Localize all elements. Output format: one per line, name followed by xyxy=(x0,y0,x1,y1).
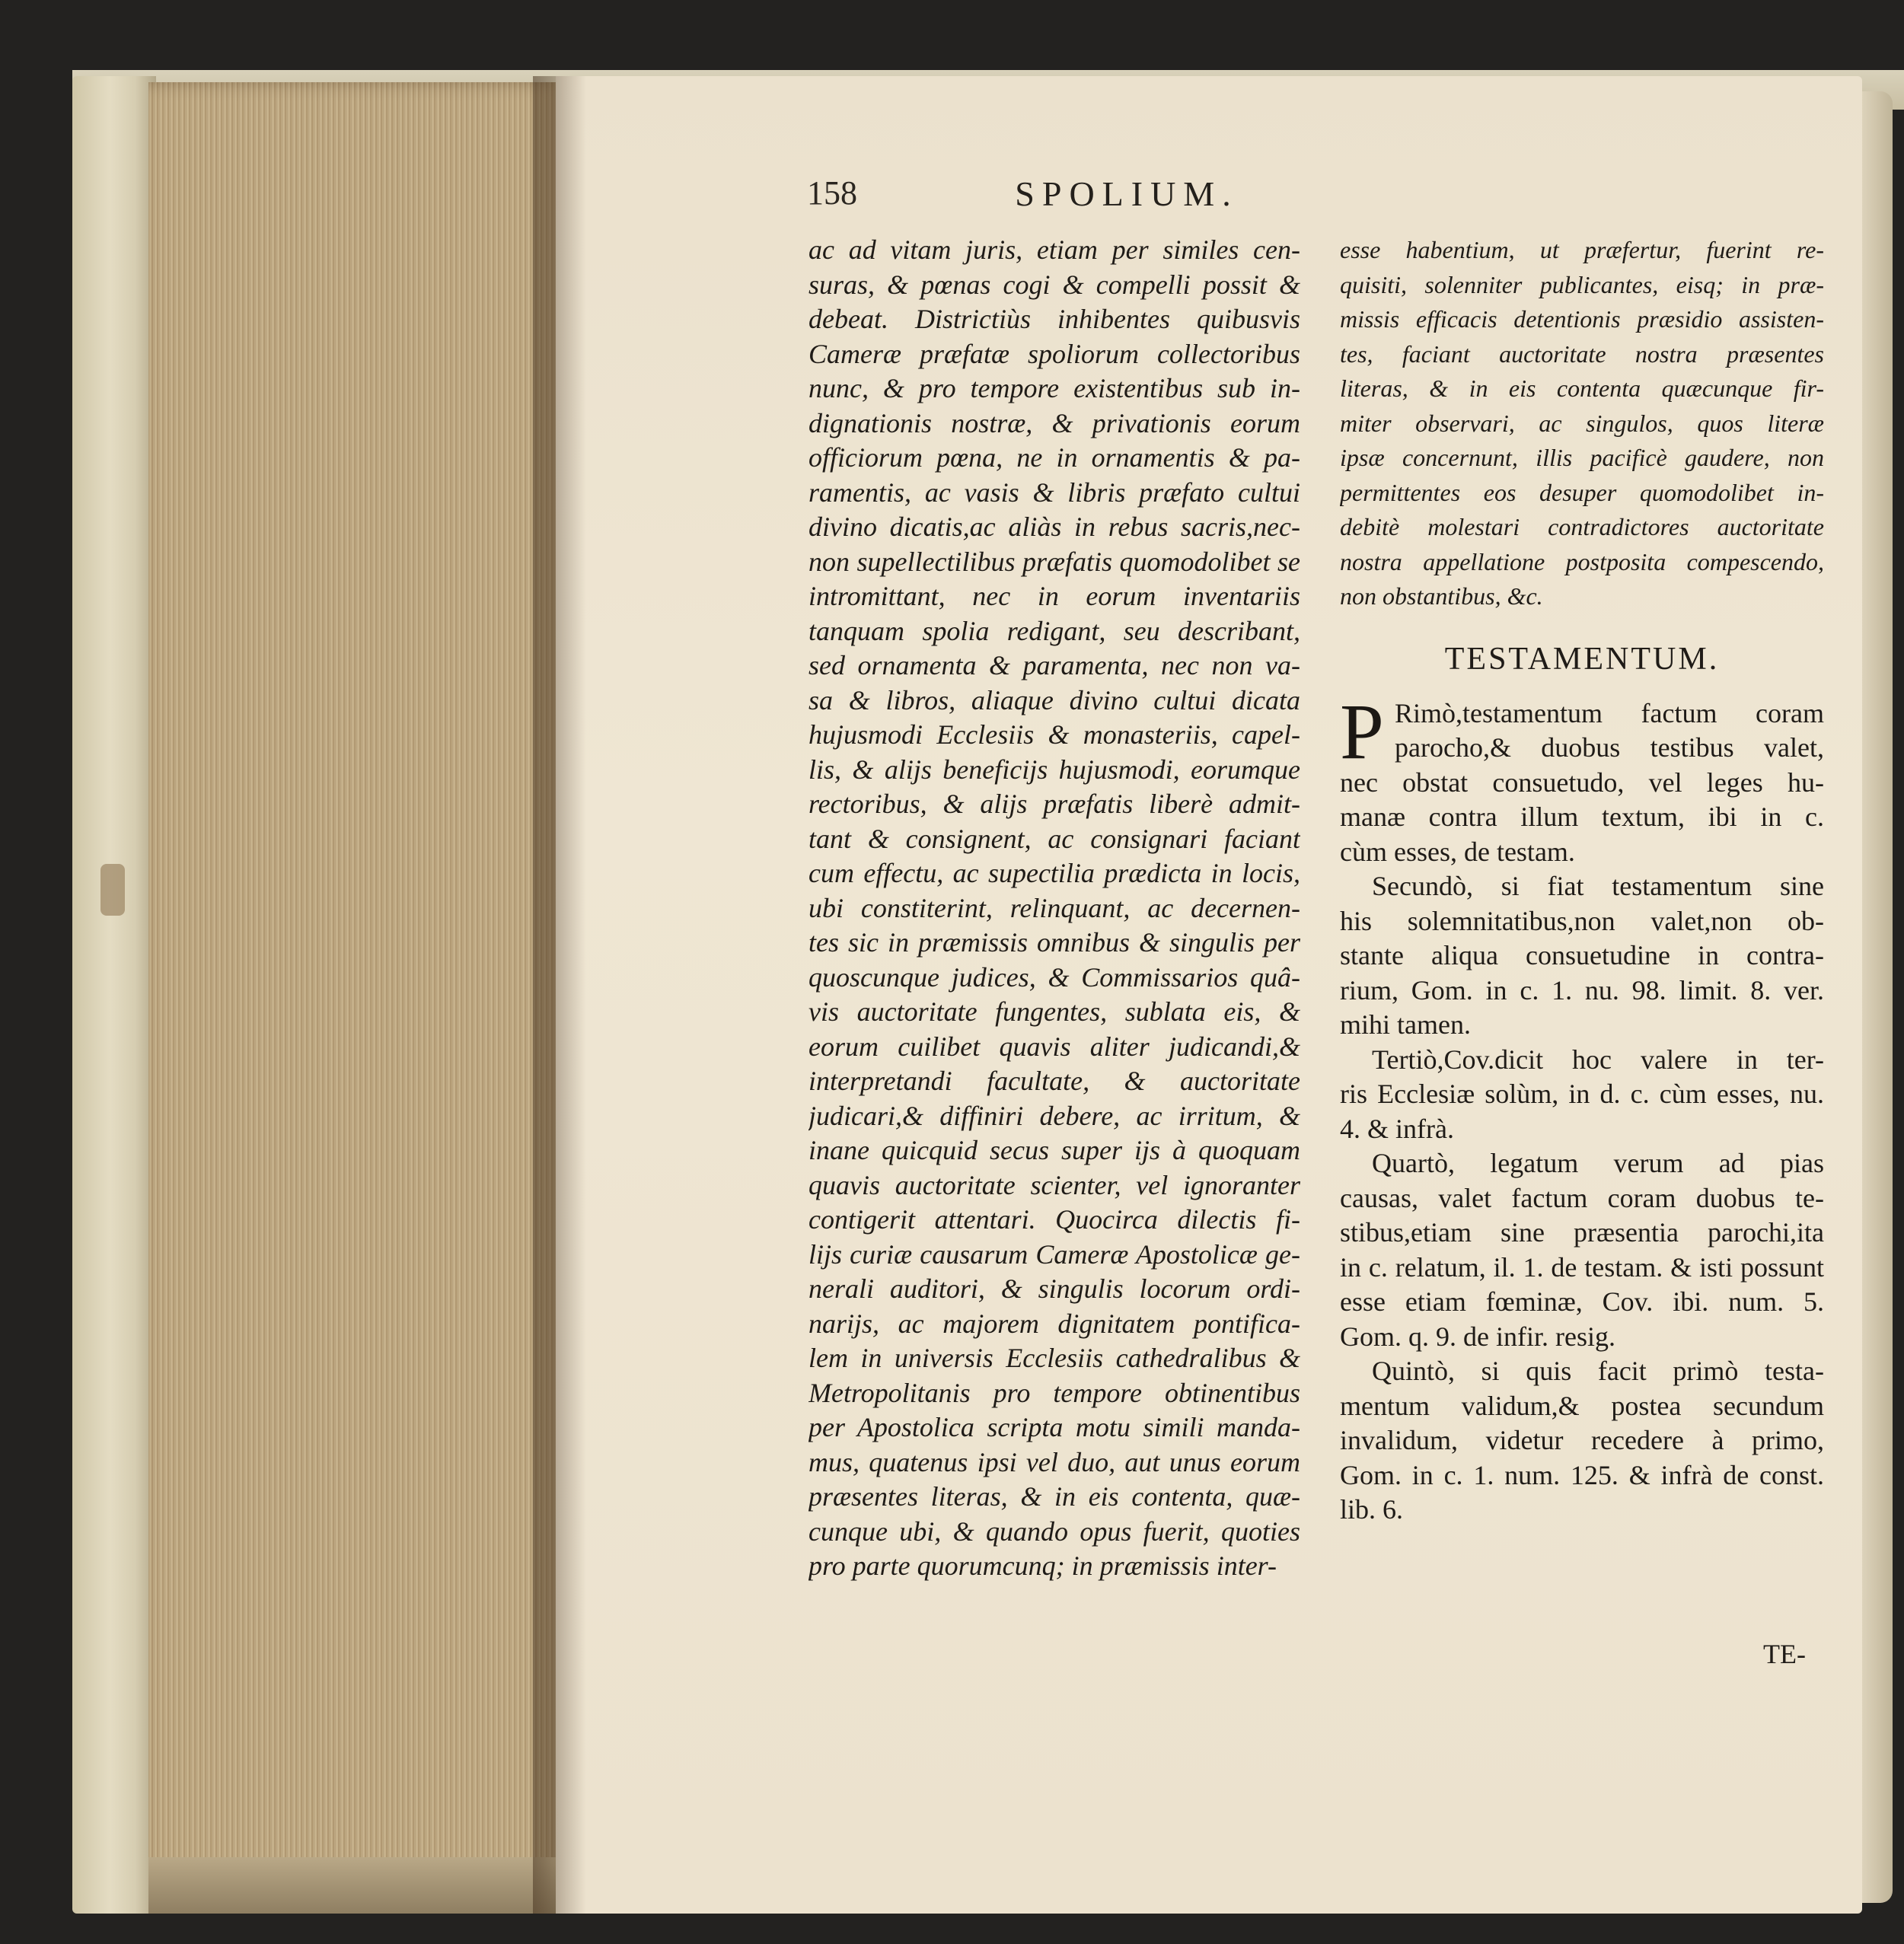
paragraph-1 xyxy=(1340,687,1824,870)
text-line: debeat. Districtiùs inhibentes quibusvis xyxy=(808,304,1300,334)
text-line: mihi tamen. xyxy=(1340,1009,1471,1040)
text-line: præsentes literas, & in eis contenta, quæ- xyxy=(808,1481,1300,1512)
text-line: lem in universis Ecclesiis cathedralibus & xyxy=(808,1343,1300,1373)
page-curl-edge xyxy=(1862,91,1893,1903)
text-line: rectoribus, & alijs præfatis liberè admit- xyxy=(808,789,1300,819)
text-line: ris Ecclesiæ solùm, in d. c. cùm esses, nu. xyxy=(1340,1079,1824,1109)
text-line: narijs, ac majorem dignitatem pontifica- xyxy=(808,1308,1300,1339)
text-line: lib. 6. xyxy=(1340,1494,1404,1525)
right-column-continuation xyxy=(1340,233,1824,614)
text-line: non supellectilibus præfatis quomodolibet se xyxy=(808,546,1300,577)
page-block-fore-edge xyxy=(148,82,560,1914)
text-line: Cameræ præfatæ spoliorum collectoribus xyxy=(808,338,1300,369)
text-line: Tertiò,Cov.dicit hoc valere in ter- xyxy=(1372,1044,1824,1075)
page-number: 158 xyxy=(807,174,857,212)
text-line: contigerit attentari. Quocirca dilectis fi- xyxy=(808,1204,1300,1235)
text-line: non obstantibus, &c. xyxy=(1340,582,1543,610)
text-line: suras, & pœnas cogi & compelli possit & xyxy=(808,269,1300,300)
text-line: officiorum pœna, ne in ornamentis & pa- xyxy=(808,442,1300,473)
text-line: ipsæ concernunt, illis pacificè gaudere, non xyxy=(1340,444,1824,471)
text-line: causas, valet factum coram duobus te- xyxy=(1340,1182,1824,1213)
text-line: cùm esses, de testam. xyxy=(1340,836,1575,867)
text-line: quavis auctoritate scienter, vel ignoranter xyxy=(808,1169,1300,1200)
text-line: cum effectu, ac supectilia prædicta in locis, xyxy=(808,858,1300,888)
text-line: invalidum, videtur recedere à primo, xyxy=(1340,1425,1824,1455)
running-title: SPOLIUM. xyxy=(1015,174,1239,213)
right-column xyxy=(1340,233,1824,1528)
vellum-binding xyxy=(72,76,156,1914)
text-line: Gom. in c. 1. num. 125. & infrà de const. xyxy=(1340,1459,1824,1490)
text-line: quisiti, solenniter publicantes, eisq; in præ- xyxy=(1340,270,1824,298)
text-line: parocho,& duobus testibus valet, xyxy=(1395,732,1824,763)
drop-capital: P xyxy=(1340,687,1384,776)
text-line: cunque ubi, & quando opus fuerit, quoties xyxy=(808,1515,1300,1547)
text-line: tes sic in præmissis omnibus & singulis per xyxy=(808,927,1300,958)
text-line: hujusmodi Ecclesiis & monasteriis, capel- xyxy=(808,719,1300,750)
text-line: literas, & in eis contenta quæcunque fir- xyxy=(1340,374,1824,402)
text-line: debitè molestari contradictores auctoritate xyxy=(1340,513,1824,540)
text-line: in c. relatum, il. 1. de testam. & isti possunt xyxy=(1340,1251,1824,1283)
text-line: vis auctoritate fungentes, sublata eis, & xyxy=(808,996,1300,1027)
text-line: ramentis, ac vasis & libris præfato cultui xyxy=(808,476,1300,508)
text-line: Secundò, si fiat testamentum sine xyxy=(1372,871,1824,901)
text-line: esse habentium, ut præfertur, fuerint re- xyxy=(1340,236,1824,263)
text-line: Quintò, si quis facit primò testa- xyxy=(1372,1356,1824,1386)
gutter-shadow xyxy=(533,76,586,1914)
text-line: per Apostolica scripta motu simili manda- xyxy=(808,1412,1300,1442)
text-line: miter observari, ac singulos, quos literæ xyxy=(1340,409,1824,437)
text-line: missis efficacis detentionis præsidio assisten- xyxy=(1340,305,1824,333)
page-block-bottom xyxy=(148,1857,560,1914)
text-line: ac ad vitam juris, etiam per similes cen- xyxy=(808,234,1300,265)
text-line: pro parte quorumcunq; in præmissis inter- xyxy=(808,1550,1277,1581)
text-line: Rimò,testamentum factum coram xyxy=(1395,697,1824,728)
text-line: stante aliqua consuetudine in contra- xyxy=(1340,940,1824,970)
text-line: inane quicquid secus super ijs à quoquam xyxy=(808,1135,1300,1165)
text-line: esse etiam fœminæ, Cov. ibi. num. 5. xyxy=(1340,1286,1824,1317)
text-line: judicari,& diffiniri debere, ac irritum, & xyxy=(808,1100,1300,1131)
text-line: Gom. q. 9. de infir. resig. xyxy=(1340,1321,1615,1352)
text-line: sa & libros, aliaque divino cultui dicata xyxy=(808,684,1300,715)
text-line: eorum cuilibet quavis aliter judicandi,& xyxy=(808,1031,1300,1062)
catchword: TE- xyxy=(1763,1639,1806,1669)
text-line: nec obstat consuetudo, vel leges hu- xyxy=(1340,766,1824,798)
section-heading: TESTAMENTUM. xyxy=(1444,641,1720,677)
paragraph-2 xyxy=(1340,869,1824,1043)
text-line: Metropolitanis pro tempore obtinentibus xyxy=(808,1377,1300,1408)
text-line: dignationis nostræ, & privationis eorum xyxy=(808,407,1300,438)
text-line: quoscunque judices, & Commissarios quâ- xyxy=(808,961,1300,993)
text-line: mentum validum,& postea secundum xyxy=(1340,1390,1824,1421)
text-line: nerali auditori, & singulis locorum ordi- xyxy=(808,1273,1300,1304)
text-line: tanquam spolia redigant, seu describant, xyxy=(808,615,1300,646)
text-line: lis, & alijs beneficijs hujusmodi, eorumque xyxy=(808,754,1300,785)
text-line: nunc, & pro tempore existentibus sub in- xyxy=(808,373,1300,403)
text-line: intromittant, nec in eorum inventariis xyxy=(808,581,1300,611)
text-line: lijs curiæ causarum Cameræ Apostolicæ ge- xyxy=(808,1238,1300,1270)
text-line: mus, quatenus ipsi vel duo, aut unus eorum xyxy=(808,1446,1300,1477)
text-line: his solemnitatibus,non valet,non ob- xyxy=(1340,905,1824,936)
paragraph-3 xyxy=(1340,1043,1824,1147)
left-column xyxy=(808,233,1300,1584)
text-line: Quartò, legatum verum ad pias xyxy=(1372,1148,1824,1178)
text-line: tes, faciant auctoritate nostra præsentes xyxy=(1340,339,1824,368)
paragraph-5 xyxy=(1340,1354,1824,1528)
text-line: nostra appellatione postposita compescendo, xyxy=(1340,547,1824,575)
running-head xyxy=(807,174,1446,219)
binding-damage-mark xyxy=(100,864,125,916)
text-line: divino dicatis,ac aliàs in rebus sacris,nec- xyxy=(808,511,1300,542)
text-line: permittentes eos desuper quomodolibet in- xyxy=(1340,478,1824,506)
paragraph-4 xyxy=(1340,1146,1824,1354)
text-line: manæ contra illum textum, ibi in c. xyxy=(1340,802,1824,832)
text-line: rium, Gom. in c. 1. nu. 98. limit. 8. ver. xyxy=(1340,974,1824,1005)
text-line: interpretandi facultate, & auctoritate xyxy=(808,1066,1300,1096)
text-line: stibus,etiam sine præsentia parochi,ita xyxy=(1340,1217,1824,1248)
text-line: 4. & infrà. xyxy=(1340,1113,1454,1144)
text-line: sed ornamenta & paramenta, nec non va- xyxy=(808,650,1300,680)
text-line: ubi constiterint, relinquant, ac decernen- xyxy=(808,892,1300,923)
text-line: tant & consignent, ac consignari faciant xyxy=(808,823,1300,854)
